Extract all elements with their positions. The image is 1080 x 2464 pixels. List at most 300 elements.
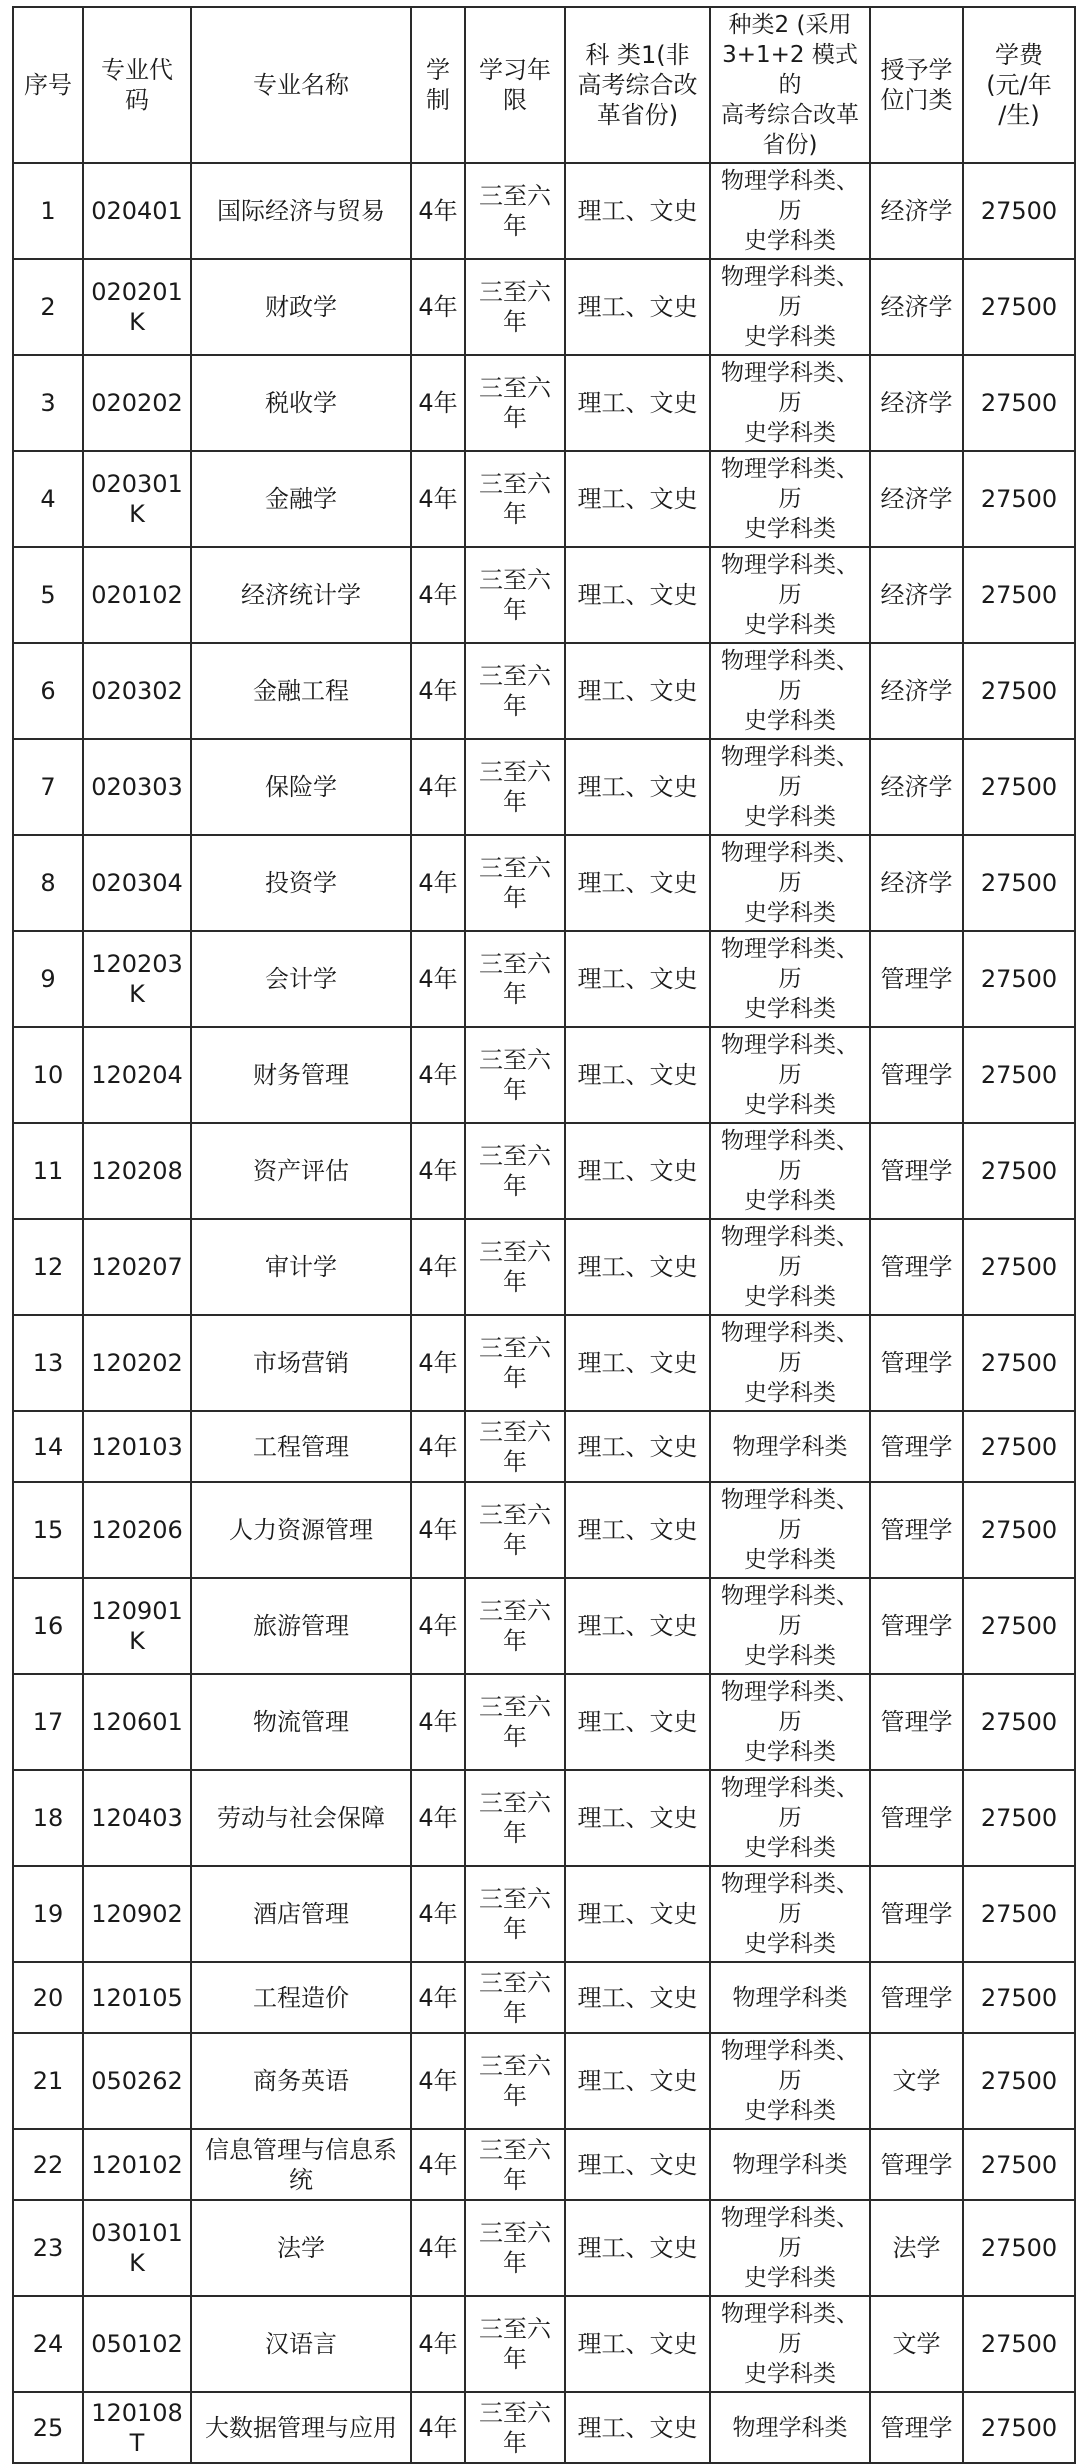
cell-category2 bbox=[710, 2392, 870, 2463]
table-row bbox=[13, 1578, 1075, 1674]
cell-category2-line: 物理学科类、历 bbox=[721, 840, 859, 896]
cell-category2-line: 史学科类 bbox=[744, 612, 836, 638]
table-row bbox=[13, 1411, 1075, 1482]
cell-degree: 文学 bbox=[870, 2296, 963, 2392]
cell-category2 bbox=[710, 2200, 870, 2296]
cell-study-years-line: 年 bbox=[503, 1723, 527, 1751]
cell-fee: 27500 bbox=[963, 2200, 1075, 2296]
cell-major-name bbox=[191, 2296, 411, 2392]
cell-major-code-line: 120207 bbox=[91, 1253, 183, 1281]
cell-category2 bbox=[710, 835, 870, 931]
cell-length: 4年 bbox=[411, 2129, 465, 2200]
cell-category2-line: 物理学科类、历 bbox=[721, 2205, 859, 2261]
cell-major-code bbox=[83, 1411, 191, 1482]
cell-category2-line: 史学科类 bbox=[744, 1380, 836, 1406]
cell-study-years-line: 三至六 bbox=[479, 1693, 551, 1721]
cell-major-code-line: 120204 bbox=[91, 1061, 183, 1089]
cell-category2-line: 物理学科类、历 bbox=[721, 648, 859, 704]
cell-category2 bbox=[710, 1866, 870, 1962]
cell-study-years bbox=[465, 2200, 565, 2296]
cell-category2-line: 物理学科类 bbox=[732, 2414, 848, 2441]
cell-major-name bbox=[191, 2129, 411, 2200]
cell-major-code-line: K bbox=[129, 500, 145, 528]
cell-major-name bbox=[191, 2033, 411, 2129]
cell-category1: 理工、文史 bbox=[565, 2033, 710, 2129]
cell-major-code bbox=[83, 1962, 191, 2033]
cell-major-code-line: 050262 bbox=[91, 2067, 183, 2095]
cell-major-code bbox=[83, 1315, 191, 1411]
cell-seq: 9 bbox=[13, 931, 83, 1027]
cell-study-years-line: 年 bbox=[503, 596, 527, 624]
cell-length: 4年 bbox=[411, 1962, 465, 2033]
cell-major-code bbox=[83, 451, 191, 547]
header-label: 专业代 bbox=[101, 56, 173, 84]
cell-length: 4年 bbox=[411, 1027, 465, 1123]
cell-category2-line: 史学科类 bbox=[744, 708, 836, 734]
cell-major-code-line: 020301 bbox=[91, 470, 183, 498]
header-label: 科 类1(非 bbox=[585, 41, 690, 69]
cell-major-name bbox=[191, 1578, 411, 1674]
table-header-row bbox=[13, 7, 1075, 163]
cell-study-years bbox=[465, 1962, 565, 2033]
cell-category2 bbox=[710, 643, 870, 739]
cell-category2 bbox=[710, 1674, 870, 1770]
cell-category2 bbox=[710, 1027, 870, 1123]
header-label: 序号 bbox=[24, 71, 72, 99]
cell-major-name bbox=[191, 1962, 411, 2033]
cell-category1: 理工、文史 bbox=[565, 2129, 710, 2200]
cell-major-code bbox=[83, 163, 191, 259]
cell-category1: 理工、文史 bbox=[565, 835, 710, 931]
cell-degree: 经济学 bbox=[870, 547, 963, 643]
cell-major-name bbox=[191, 163, 411, 259]
cell-study-years-line: 三至六 bbox=[479, 1238, 551, 1266]
cell-study-years-line: 三至六 bbox=[479, 1501, 551, 1529]
cell-fee: 27500 bbox=[963, 1123, 1075, 1219]
cell-study-years bbox=[465, 643, 565, 739]
cell-major-code-line: 120902 bbox=[91, 1900, 183, 1928]
cell-study-years bbox=[465, 1219, 565, 1315]
cell-seq: 2 bbox=[13, 259, 83, 355]
cell-study-years-line: 年 bbox=[503, 1447, 527, 1476]
cell-major-name bbox=[191, 1770, 411, 1866]
cell-study-years-line: 三至六 bbox=[479, 950, 551, 978]
table-row bbox=[13, 259, 1075, 355]
cell-seq: 4 bbox=[13, 451, 83, 547]
cell-major-code bbox=[83, 1770, 191, 1866]
table-row bbox=[13, 1123, 1075, 1219]
cell-category2-line: 物理学科类、历 bbox=[721, 1679, 859, 1735]
cell-fee: 27500 bbox=[963, 1962, 1075, 2033]
cell-category2-line: 物理学科类、历 bbox=[721, 456, 859, 512]
cell-category2-line: 史学科类 bbox=[744, 804, 836, 830]
cell-major-code-line: 120103 bbox=[91, 1432, 183, 1461]
cell-major-code-line: 120108 bbox=[91, 2398, 183, 2427]
cell-study-years bbox=[465, 2129, 565, 2200]
cell-major-code bbox=[83, 1866, 191, 1962]
cell-major-code bbox=[83, 2129, 191, 2200]
cell-fee: 27500 bbox=[963, 835, 1075, 931]
cell-category1: 理工、文史 bbox=[565, 547, 710, 643]
cell-category2-line: 史学科类 bbox=[744, 1835, 836, 1861]
cell-degree: 经济学 bbox=[870, 835, 963, 931]
cell-length: 4年 bbox=[411, 355, 465, 451]
cell-study-years-line: 三至六 bbox=[479, 374, 551, 402]
cell-category2 bbox=[710, 1770, 870, 1866]
cell-fee: 27500 bbox=[963, 1770, 1075, 1866]
table-row bbox=[13, 451, 1075, 547]
cell-major-name-line: 大数据管理与应用 bbox=[205, 2413, 397, 2442]
cell-study-years-line: 三至六 bbox=[479, 1334, 551, 1362]
cell-category2-line: 史学科类 bbox=[744, 1284, 836, 1310]
cell-category2-line: 史学科类 bbox=[744, 228, 836, 254]
cell-fee: 27500 bbox=[963, 1482, 1075, 1578]
cell-category2 bbox=[710, 451, 870, 547]
cell-category2 bbox=[710, 1123, 870, 1219]
table-row bbox=[13, 1219, 1075, 1315]
majors-table-container bbox=[12, 6, 1074, 2464]
cell-major-name-line: 投资学 bbox=[265, 869, 337, 897]
table-row bbox=[13, 2129, 1075, 2200]
table-row bbox=[13, 739, 1075, 835]
cell-category2-line: 物理学科类、历 bbox=[721, 264, 859, 320]
cell-major-code bbox=[83, 2033, 191, 2129]
cell-category2-line: 物理学科类 bbox=[732, 2151, 848, 2178]
cell-major-code bbox=[83, 1219, 191, 1315]
cell-category1: 理工、文史 bbox=[565, 163, 710, 259]
cell-category1: 理工、文史 bbox=[565, 1674, 710, 1770]
cell-length: 4年 bbox=[411, 2033, 465, 2129]
cell-study-years bbox=[465, 2392, 565, 2463]
cell-study-years-line: 三至六 bbox=[479, 1968, 551, 1997]
cell-length: 4年 bbox=[411, 1411, 465, 1482]
cell-study-years bbox=[465, 1411, 565, 1482]
cell-fee: 27500 bbox=[963, 739, 1075, 835]
cell-study-years-line: 年 bbox=[503, 884, 527, 912]
cell-category1: 理工、文史 bbox=[565, 931, 710, 1027]
cell-degree: 管理学 bbox=[870, 931, 963, 1027]
cell-category2 bbox=[710, 2296, 870, 2392]
cell-degree: 经济学 bbox=[870, 163, 963, 259]
cell-category1: 理工、文史 bbox=[565, 739, 710, 835]
cell-category2 bbox=[710, 163, 870, 259]
table-body bbox=[13, 163, 1075, 2463]
cell-category2-line: 物理学科类、历 bbox=[721, 1871, 859, 1927]
cell-major-code-line: 020302 bbox=[91, 677, 183, 705]
cell-study-years-line: 年 bbox=[503, 2428, 527, 2457]
cell-category1: 理工、文史 bbox=[565, 1962, 710, 2033]
header-label: 3+1+2 模式的 bbox=[722, 42, 858, 98]
header-label: 种类2 (采用 bbox=[728, 12, 852, 38]
cell-study-years bbox=[465, 1770, 565, 1866]
cell-degree: 管理学 bbox=[870, 1578, 963, 1674]
cell-major-name-line: 工程管理 bbox=[253, 1432, 349, 1461]
header-fee bbox=[963, 7, 1075, 163]
cell-category2 bbox=[710, 1578, 870, 1674]
cell-degree: 经济学 bbox=[870, 739, 963, 835]
cell-length: 4年 bbox=[411, 1578, 465, 1674]
cell-major-code-line: 020201 bbox=[91, 278, 183, 306]
cell-length: 4年 bbox=[411, 451, 465, 547]
table-row bbox=[13, 1962, 1075, 2033]
cell-study-years-line: 三至六 bbox=[479, 1597, 551, 1625]
cell-length: 4年 bbox=[411, 1219, 465, 1315]
table-row bbox=[13, 547, 1075, 643]
cell-fee: 27500 bbox=[963, 259, 1075, 355]
cell-category2-line: 史学科类 bbox=[744, 1092, 836, 1118]
cell-major-name-line: 汉语言 bbox=[265, 2330, 337, 2358]
cell-major-name bbox=[191, 451, 411, 547]
cell-seq: 24 bbox=[13, 2296, 83, 2392]
header-label: 授予学 bbox=[880, 56, 953, 84]
cell-major-code-line: 020202 bbox=[91, 389, 183, 417]
cell-study-years-line: 年 bbox=[503, 1531, 527, 1559]
cell-category2-line: 物理学科类、历 bbox=[721, 1320, 859, 1376]
cell-study-years bbox=[465, 2033, 565, 2129]
cell-study-years-line: 年 bbox=[503, 2082, 527, 2110]
cell-degree: 管理学 bbox=[870, 1123, 963, 1219]
cell-study-years bbox=[465, 1315, 565, 1411]
header-label: 省份) bbox=[762, 132, 818, 158]
cell-study-years-line: 年 bbox=[503, 1268, 527, 1296]
cell-major-code bbox=[83, 1123, 191, 1219]
cell-study-years-line: 年 bbox=[503, 788, 527, 816]
cell-major-name bbox=[191, 643, 411, 739]
table-row bbox=[13, 931, 1075, 1027]
cell-fee: 27500 bbox=[963, 1219, 1075, 1315]
cell-degree: 经济学 bbox=[870, 643, 963, 739]
cell-major-code-line: K bbox=[129, 980, 145, 1008]
cell-seq: 1 bbox=[13, 163, 83, 259]
cell-fee: 27500 bbox=[963, 2033, 1075, 2129]
cell-major-name-line: 保险学 bbox=[265, 773, 337, 801]
cell-major-code bbox=[83, 1482, 191, 1578]
cell-category2-line: 物理学科类、历 bbox=[721, 744, 859, 800]
cell-degree: 管理学 bbox=[870, 1674, 963, 1770]
cell-study-years-line: 年 bbox=[503, 1819, 527, 1847]
cell-degree: 经济学 bbox=[870, 259, 963, 355]
cell-category2-line: 物理学科类、历 bbox=[721, 1775, 859, 1831]
header-label: (元/年 bbox=[986, 71, 1052, 99]
cell-major-name-line: 劳动与社会保障 bbox=[217, 1804, 385, 1832]
cell-category2 bbox=[710, 547, 870, 643]
cell-major-code bbox=[83, 739, 191, 835]
header-seq bbox=[13, 7, 83, 163]
cell-study-years bbox=[465, 739, 565, 835]
cell-category2-line: 物理学科类、历 bbox=[721, 552, 859, 608]
cell-major-code-line: 120203 bbox=[91, 950, 183, 978]
cell-major-code-line: 030101 bbox=[91, 2219, 183, 2247]
cell-major-code-line: K bbox=[129, 308, 145, 336]
header-label: 学 bbox=[426, 56, 450, 84]
cell-major-code bbox=[83, 643, 191, 739]
cell-seq: 15 bbox=[13, 1482, 83, 1578]
cell-degree: 管理学 bbox=[870, 2129, 963, 2200]
cell-seq: 17 bbox=[13, 1674, 83, 1770]
header-label: /生) bbox=[998, 101, 1040, 129]
cell-fee: 27500 bbox=[963, 1866, 1075, 1962]
cell-study-years bbox=[465, 1674, 565, 1770]
header-years bbox=[465, 7, 565, 163]
cell-major-code-line: 120208 bbox=[91, 1157, 183, 1185]
cell-category1: 理工、文史 bbox=[565, 643, 710, 739]
header-label: 限 bbox=[503, 86, 527, 114]
cell-category2-line: 物理学科类、历 bbox=[721, 1487, 859, 1543]
cell-length: 4年 bbox=[411, 1482, 465, 1578]
cell-study-years-line: 三至六 bbox=[479, 566, 551, 594]
cell-major-code bbox=[83, 931, 191, 1027]
cell-study-years-line: 年 bbox=[503, 500, 527, 528]
cell-category2-line: 史学科类 bbox=[744, 996, 836, 1022]
cell-length: 4年 bbox=[411, 547, 465, 643]
cell-fee: 27500 bbox=[963, 2392, 1075, 2463]
cell-fee: 27500 bbox=[963, 2296, 1075, 2392]
cell-major-name bbox=[191, 1315, 411, 1411]
cell-length: 4年 bbox=[411, 643, 465, 739]
cell-major-name-line: 会计学 bbox=[265, 965, 337, 993]
cell-seq: 18 bbox=[13, 1770, 83, 1866]
cell-fee: 27500 bbox=[963, 1411, 1075, 1482]
cell-degree: 管理学 bbox=[870, 1482, 963, 1578]
cell-category2-line: 史学科类 bbox=[744, 1547, 836, 1573]
cell-study-years bbox=[465, 1123, 565, 1219]
cell-major-name-line: 金融工程 bbox=[253, 677, 349, 705]
cell-study-years-line: 年 bbox=[503, 1915, 527, 1943]
cell-major-name bbox=[191, 1219, 411, 1315]
cell-category2-line: 物理学科类 bbox=[732, 1984, 848, 2011]
cell-study-years-line: 三至六 bbox=[479, 2398, 551, 2427]
cell-study-years-line: 三至六 bbox=[479, 1885, 551, 1913]
cell-category2-line: 物理学科类、历 bbox=[721, 1128, 859, 1184]
cell-category1: 理工、文史 bbox=[565, 2392, 710, 2463]
cell-study-years bbox=[465, 547, 565, 643]
cell-major-name bbox=[191, 259, 411, 355]
cell-major-name bbox=[191, 835, 411, 931]
cell-major-name-line: 审计学 bbox=[265, 1253, 337, 1281]
header-code bbox=[83, 7, 191, 163]
cell-major-code-line: 120105 bbox=[91, 1983, 183, 2012]
cell-category1: 理工、文史 bbox=[565, 1482, 710, 1578]
cell-study-years bbox=[465, 1866, 565, 1962]
cell-major-code-line: 120202 bbox=[91, 1349, 183, 1377]
cell-study-years bbox=[465, 835, 565, 931]
cell-degree: 管理学 bbox=[870, 1219, 963, 1315]
cell-category2 bbox=[710, 1962, 870, 2033]
cell-category2 bbox=[710, 1411, 870, 1482]
cell-major-name-line: 财政学 bbox=[265, 293, 337, 321]
cell-major-code-line: 120901 bbox=[91, 1597, 183, 1625]
cell-category2 bbox=[710, 739, 870, 835]
cell-category2-line: 史学科类 bbox=[744, 324, 836, 350]
cell-fee: 27500 bbox=[963, 451, 1075, 547]
cell-major-name bbox=[191, 1027, 411, 1123]
cell-fee: 27500 bbox=[963, 931, 1075, 1027]
cell-category1: 理工、文史 bbox=[565, 1770, 710, 1866]
cell-category1: 理工、文史 bbox=[565, 451, 710, 547]
cell-major-name-line: 金融学 bbox=[265, 485, 337, 513]
table-row bbox=[13, 643, 1075, 739]
cell-study-years-line: 三至六 bbox=[479, 1046, 551, 1074]
cell-major-code bbox=[83, 835, 191, 931]
cell-study-years-line: 年 bbox=[503, 980, 527, 1008]
cell-major-code bbox=[83, 2392, 191, 2463]
cell-seq: 6 bbox=[13, 643, 83, 739]
cell-major-code bbox=[83, 259, 191, 355]
cell-category1: 理工、文史 bbox=[565, 1411, 710, 1482]
cell-major-code-line: 020303 bbox=[91, 773, 183, 801]
cell-major-name-line: 酒店管理 bbox=[253, 1900, 349, 1928]
cell-length: 4年 bbox=[411, 1123, 465, 1219]
cell-major-name-line: 经济统计学 bbox=[241, 581, 361, 609]
cell-category2-line: 物理学科类、历 bbox=[721, 1032, 859, 1088]
cell-major-name-line: 税收学 bbox=[265, 389, 337, 417]
cell-study-years-line: 三至六 bbox=[479, 1789, 551, 1817]
cell-fee: 27500 bbox=[963, 163, 1075, 259]
cell-study-years-line: 年 bbox=[503, 1627, 527, 1655]
table-row bbox=[13, 355, 1075, 451]
cell-fee: 27500 bbox=[963, 355, 1075, 451]
table-row bbox=[13, 163, 1075, 259]
cell-category2-line: 物理学科类、历 bbox=[721, 2038, 859, 2094]
cell-major-name bbox=[191, 1866, 411, 1962]
cell-seq: 5 bbox=[13, 547, 83, 643]
cell-fee: 27500 bbox=[963, 2129, 1075, 2200]
cell-category2 bbox=[710, 259, 870, 355]
cell-major-code-line: 120206 bbox=[91, 1516, 183, 1544]
cell-major-code bbox=[83, 355, 191, 451]
cell-major-name bbox=[191, 355, 411, 451]
cell-category2-line: 史学科类 bbox=[744, 420, 836, 446]
cell-major-code bbox=[83, 1027, 191, 1123]
header-label: 制 bbox=[426, 86, 450, 114]
cell-major-code bbox=[83, 1578, 191, 1674]
cell-major-name-line: 旅游管理 bbox=[253, 1612, 349, 1640]
table-row bbox=[13, 2200, 1075, 2296]
cell-major-name bbox=[191, 2392, 411, 2463]
cell-length: 4年 bbox=[411, 2200, 465, 2296]
cell-study-years-line: 年 bbox=[503, 2165, 527, 2194]
cell-degree: 管理学 bbox=[870, 1962, 963, 2033]
cell-category2-line: 史学科类 bbox=[744, 2098, 836, 2124]
cell-study-years-line: 三至六 bbox=[479, 470, 551, 498]
cell-category1: 理工、文史 bbox=[565, 1578, 710, 1674]
cell-seq: 11 bbox=[13, 1123, 83, 1219]
cell-category2 bbox=[710, 1219, 870, 1315]
header-label: 高考综合改 bbox=[577, 71, 698, 99]
cell-fee: 27500 bbox=[963, 1674, 1075, 1770]
header-label: 专业名称 bbox=[253, 71, 349, 99]
cell-major-name-line: 人力资源管理 bbox=[229, 1516, 373, 1544]
cell-category2-line: 物理学科类、历 bbox=[721, 1583, 859, 1639]
cell-major-code-line: K bbox=[129, 1627, 145, 1655]
table-row bbox=[13, 1482, 1075, 1578]
cell-category1: 理工、文史 bbox=[565, 2296, 710, 2392]
cell-major-name-line: 资产评估 bbox=[253, 1157, 349, 1185]
cell-major-name-line: 信息管理与信息系 bbox=[205, 2135, 397, 2164]
header-label: 学习年 bbox=[479, 56, 551, 84]
cell-study-years-line: 年 bbox=[503, 308, 527, 336]
cell-category1: 理工、文史 bbox=[565, 1866, 710, 1962]
table-row bbox=[13, 2296, 1075, 2392]
cell-major-code-line: 120601 bbox=[91, 1708, 183, 1736]
cell-category2 bbox=[710, 2033, 870, 2129]
cell-category2-line: 史学科类 bbox=[744, 2361, 836, 2387]
cell-fee: 27500 bbox=[963, 547, 1075, 643]
cell-category2 bbox=[710, 355, 870, 451]
header-degree bbox=[870, 7, 963, 163]
cell-study-years bbox=[465, 163, 565, 259]
cell-category2-line: 史学科类 bbox=[744, 900, 836, 926]
